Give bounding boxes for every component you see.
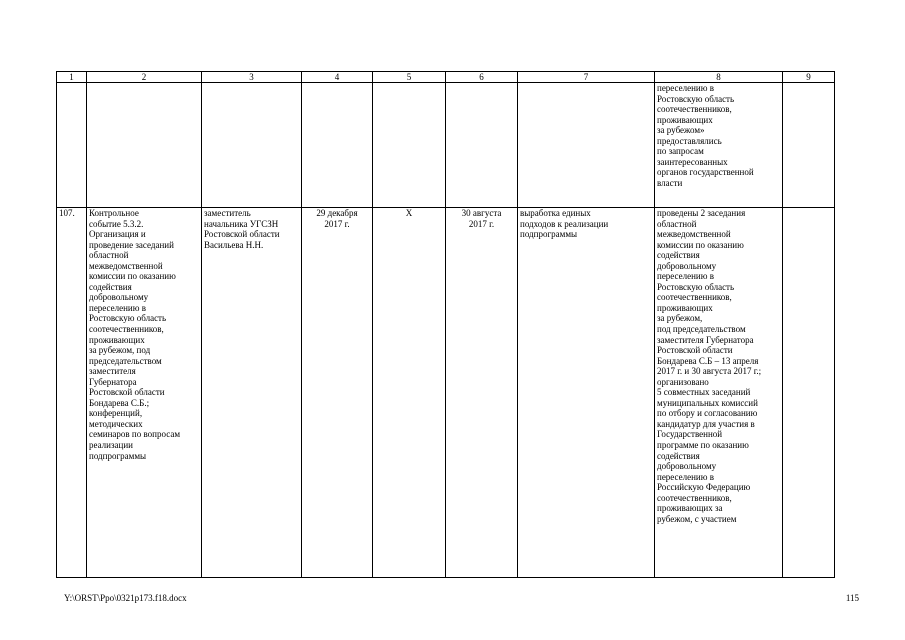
cell-text-line: Бондарева С.Б – 13 апреля [657,355,759,366]
column-number-5: 5 [373,72,446,83]
cell-text-line: областной [89,250,129,261]
continued-result-cell [655,83,783,208]
cell-text-line: соотечественников, [657,492,732,503]
cell-text-line: рубежом, с участием [657,513,737,524]
cell-text-line: добровольному [657,260,717,271]
cell-text-line: содействия [657,450,700,461]
event-description-cell [87,208,202,578]
cell-text-line: переселению в [657,271,714,282]
cell-text-line: Ростовской области [204,229,280,240]
cell-text-line: межведомственной [657,229,731,240]
column-number-3: 3 [202,72,302,83]
row-number: 107. [57,208,87,578]
cell-text-line: подпрограммы [89,450,147,461]
cell-text-line: по запросам [657,146,704,157]
cell-text-line: соотечественников, [89,324,164,335]
status-mark-cell: Х [373,208,446,578]
continued-cell-4 [302,83,373,208]
continued-cell-2 [87,83,202,208]
column-number-row [57,72,835,83]
column-number-9: 9 [783,72,835,83]
cell-text-line: 2017 г. и 30 августа 2017 г.; [657,366,762,377]
continued-cell-3 [202,83,302,208]
cell-text-line: 2017 г. [324,218,350,229]
cell-text-line: организовано [657,376,709,387]
cell-text-line: реализации [89,440,133,451]
cell-text-line: Российскую Федерацию [657,482,751,493]
continued-row [57,83,835,208]
cell-text-line: Ростовскую область [657,281,735,292]
continued-cell-6 [446,83,518,208]
cell-text-line: за рубежом, под [89,345,151,356]
cell-text-line: содействия [657,250,700,261]
cell-text-line: проживающих за [657,503,723,514]
cell-text-line: под председательством [657,324,746,335]
cell-text-line: конференций, [89,408,143,419]
cell-text-line: Губернатора [89,376,137,387]
cell-text-line: муниципальных комиссий [657,397,758,408]
cell-text-line: переселению в [657,471,714,482]
cell-text-line: 29 декабря [316,208,358,218]
cell-text-line: комиссии по оказанию [657,239,744,250]
cell-text-line: переселению в [89,302,146,313]
cell-text-line: Бондарева С.Б.; [89,397,150,408]
report-table [56,71,835,578]
cell-text-line: Ростовской области [657,345,733,356]
cell-text-line: Ростовскую область [657,93,735,104]
cell-text-line: Васильева Н.Н. [204,239,264,250]
column-number-8: 8 [655,72,783,83]
cell-text-line: проживающих [657,114,713,125]
page-number: 115 [845,593,859,603]
cell-text-line: начальника УГСЗН [204,218,279,229]
column-number-7: 7 [518,72,655,83]
column-number-2: 2 [87,72,202,83]
cell-text-line: власти [657,177,683,188]
planned-date-cell [302,208,373,578]
cell-text-line: проведены 2 заседания [657,208,746,218]
column-number-4: 4 [302,72,373,83]
cell-text-line: органов государственной [657,167,754,178]
cell-text-line: Ростовской области [89,387,165,398]
cell-text-line: методических [89,418,143,429]
cell-text-line: 2017 г. [468,218,495,229]
cell-text-line: за рубежом» [657,125,705,136]
cell-text-line: заместителя Губернатора [657,334,754,345]
cell-text-line: 30 августа [461,208,502,218]
cell-text-line: проведение заседаний [89,239,174,250]
table-row-107 [57,208,835,578]
cell-text-line: переселению в [657,83,714,93]
cell-text-line: содействия [89,281,132,292]
continued-cell-5 [373,83,446,208]
continued-cell-9 [783,83,835,208]
actual-result-cell [655,208,783,578]
cell-text-line: заинтересованных [657,156,728,167]
cell-text-line: по отбору и согласованию [657,408,758,419]
notes-cell [783,208,835,578]
continued-cell-7 [518,83,655,208]
cell-text-line: 5 совместных заседаний [657,387,751,398]
document-file-path: Y:\ORST\Ppo\0321p173.f18.docx [64,593,187,603]
column-number-6: 6 [446,72,518,83]
expected-result-cell [518,208,655,578]
actual-date-cell [446,208,518,578]
responsible-person-cell [202,208,302,578]
cell-text-line: комиссии по оказанию [89,271,176,282]
cell-text-line: предоставлялись [657,135,722,146]
cell-text-line: подпрограммы [520,229,578,240]
cell-text-line: межведомственной [89,260,163,271]
cell-text-line: Организация и [89,229,146,240]
cell-text-line: кандидатур для участия в [657,418,755,429]
cell-text-line: председательством [89,355,162,366]
column-number-1: 1 [57,72,87,83]
cell-text-line: областной [657,218,697,229]
cell-text-line: проживающих [89,334,145,345]
cell-text-line: событие 5.3.2. [89,218,144,229]
cell-text-line: Государственной [657,429,723,440]
cell-text-line: подходов к реализации [520,218,609,229]
continued-cell-1 [57,83,87,208]
cell-text-line: соотечественников, [657,292,732,303]
cell-text-line: соотечественников, [657,104,732,115]
cell-text-line: выработка единых [520,208,591,218]
cell-text-line: добровольному [657,461,717,472]
cell-text-line: за рубежом, [657,313,703,324]
cell-text-line: Ростовскую область [89,313,167,324]
cell-text-line: Контрольное [89,208,139,218]
cell-text-line: заместителя [89,366,136,377]
cell-text-line: проживающих [657,302,713,313]
cell-text-line: заместитель [204,208,251,218]
cell-text-line: программе по оказанию [657,440,749,451]
cell-text-line: семинаров по вопросам [89,429,181,440]
cell-text-line: добровольному [89,292,149,303]
